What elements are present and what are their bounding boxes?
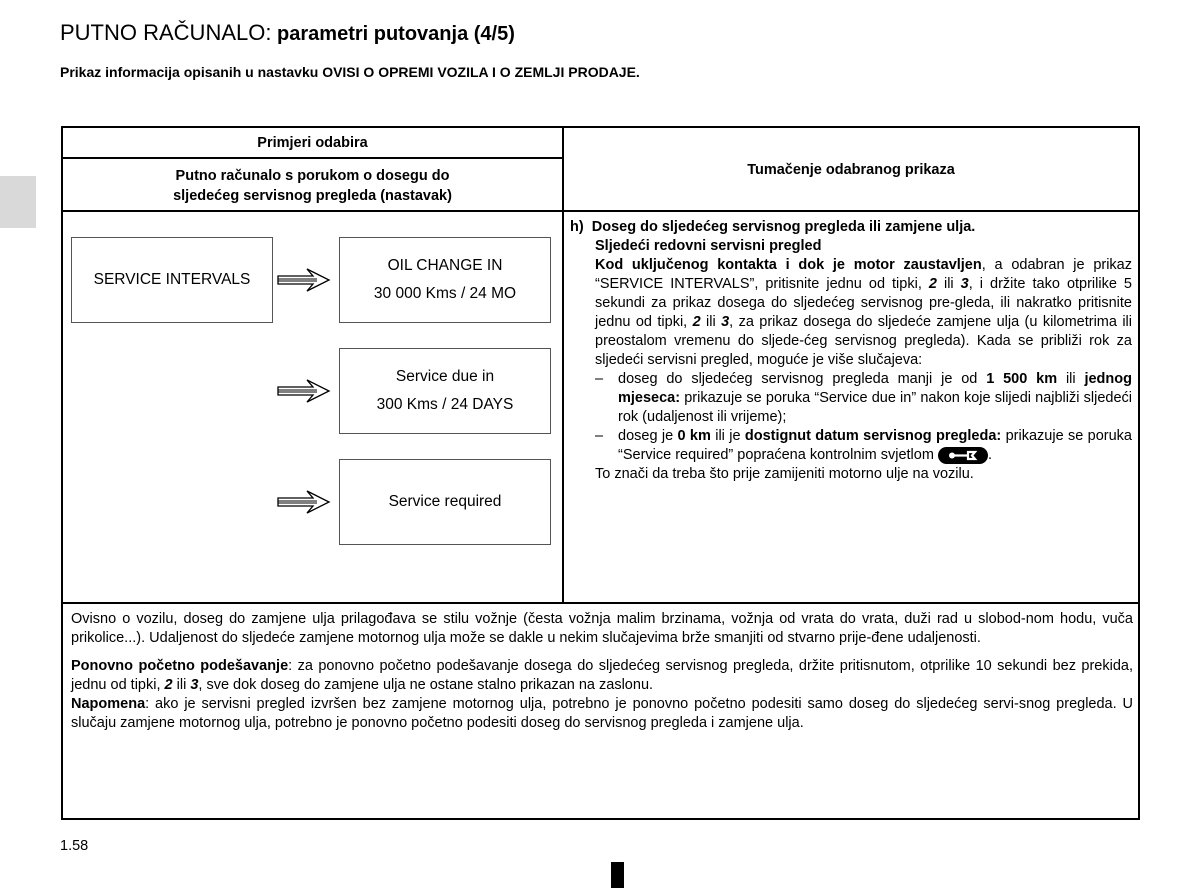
- bottom-notes: [71, 610, 1133, 733]
- table-divider-header: [63, 210, 1138, 212]
- page-edge-marker: [611, 862, 624, 888]
- item-h-paragraph: Kod uključenog kontakta i dok je motor zaustavljen, a odabran je prikaz “SERVICE INTERVALS”, pritisnite jednu od tipki, 2 ili 3, i držite tako otprilike 5 sekundi za prikaz dosega do sljedećeg servisnog pre-gleda, ili nakratko pritisnite jednu od tipki, 2 ili 3, za prikaz dosega do sljedeće zamjene ulja (u kilometrima ili preostalom vremenu do sljede-ćeg servisnog pregleda). Kada se približi rok za sljedeći servisni pregled, moguće je više slučajeva:: [595, 257, 1132, 368]
- table-divider-vertical: [562, 128, 564, 604]
- wrench-warning-icon: [938, 447, 988, 464]
- page-subtitle: Prikaz informacija opisanih u nastavku OVISI O OPREMI VOZILA I O ZEMLJI PRODAJE.: [60, 64, 640, 80]
- service-due-display: Service due in 300 Kms / 24 DAYS: [339, 348, 551, 434]
- oil-change-display: OIL CHANGE IN 30 000 Kms / 24 MO: [339, 237, 551, 323]
- list-item: – doseg je 0 km ili je dostignut datum servisnog pregleda: prikazuje se poruka “Service required” popraćena kontrolnim svjetlom .: [595, 428, 1132, 463]
- service-required-display: Service required: [339, 459, 551, 545]
- item-h-title: h) Doseg do sljedećeg servisnog pregleda ili zamjene ulja.: [570, 219, 976, 235]
- table-divider-top-left: [63, 157, 562, 159]
- header-trip-computer: Putno računalo s porukom o dosegu do sljedećeg servisnog pregleda (nastavak): [173, 168, 452, 204]
- page-number: 1.58: [60, 838, 89, 854]
- double-arrow-icon: [277, 377, 331, 405]
- header-interpretation: Tumačenje odabranog prikaza: [747, 162, 955, 178]
- section-side-tab: [0, 176, 36, 228]
- page-title: PUTNO RAČUNALO: parametri putovanja (4/5): [60, 20, 515, 45]
- item-h-conclusion: To znači da treba što prije zamijeniti motorno ulje na vozilu.: [595, 466, 974, 482]
- note-paragraph: Napomena: ako je servisni pregled izvršen bez zamjene motornog ulja, potrebno je ponovno početno podesiti samo doseg do sljedećeg servi-snog pregleda. U slučaju zamjene motornog ulja, potrebno je ponovno početno podesiti doseg do servisnog pregleda i zamjene ulja.: [71, 696, 1133, 731]
- oil-adaptation-paragraph: Ovisno o vozilu, doseg do zamjene ulja prilagođava se stilu vožnje (česta vožnja malim brzinama, vožnja od vrata do vrata, duži rad u slobod-nom hodu, vuča prikolice...). Udaljenost do sljedeće zamjene motornog ulja može se dakle u nekim slučajevima brže smanjiti od stvarno prije-đene udaljenosti.: [71, 611, 1133, 646]
- double-arrow-icon: [277, 488, 331, 516]
- header-examples: Primjeri odabira: [257, 135, 368, 151]
- reset-paragraph: Ponovno početno podešavanje: za ponovno početno podešavanje dosega do sljedećeg servisnog pregleda, držite pritisnutom, otprilike 10 sekundi bez prekida, jednu od tipki, 2 ili 3, sve dok doseg do zamjene ulja ne ostane stalno prikazan na zaslonu.: [71, 658, 1133, 693]
- service-intervals-display: SERVICE INTERVALS: [71, 237, 273, 323]
- double-arrow-icon: [277, 266, 331, 294]
- table-divider-bottom: [63, 602, 1138, 604]
- item-h-subtitle: Sljedeći redovni servisni pregled: [595, 238, 822, 254]
- interpretation-text: [570, 218, 1132, 484]
- list-item: – doseg do sljedećeg servisnog pregleda manji je od 1 500 km ili jednog mjeseca: prikazuje se poruka “Service due in” nakon koje slijedi najbliži sljedeći rok (udaljenost ili vrijeme);: [595, 371, 1132, 425]
